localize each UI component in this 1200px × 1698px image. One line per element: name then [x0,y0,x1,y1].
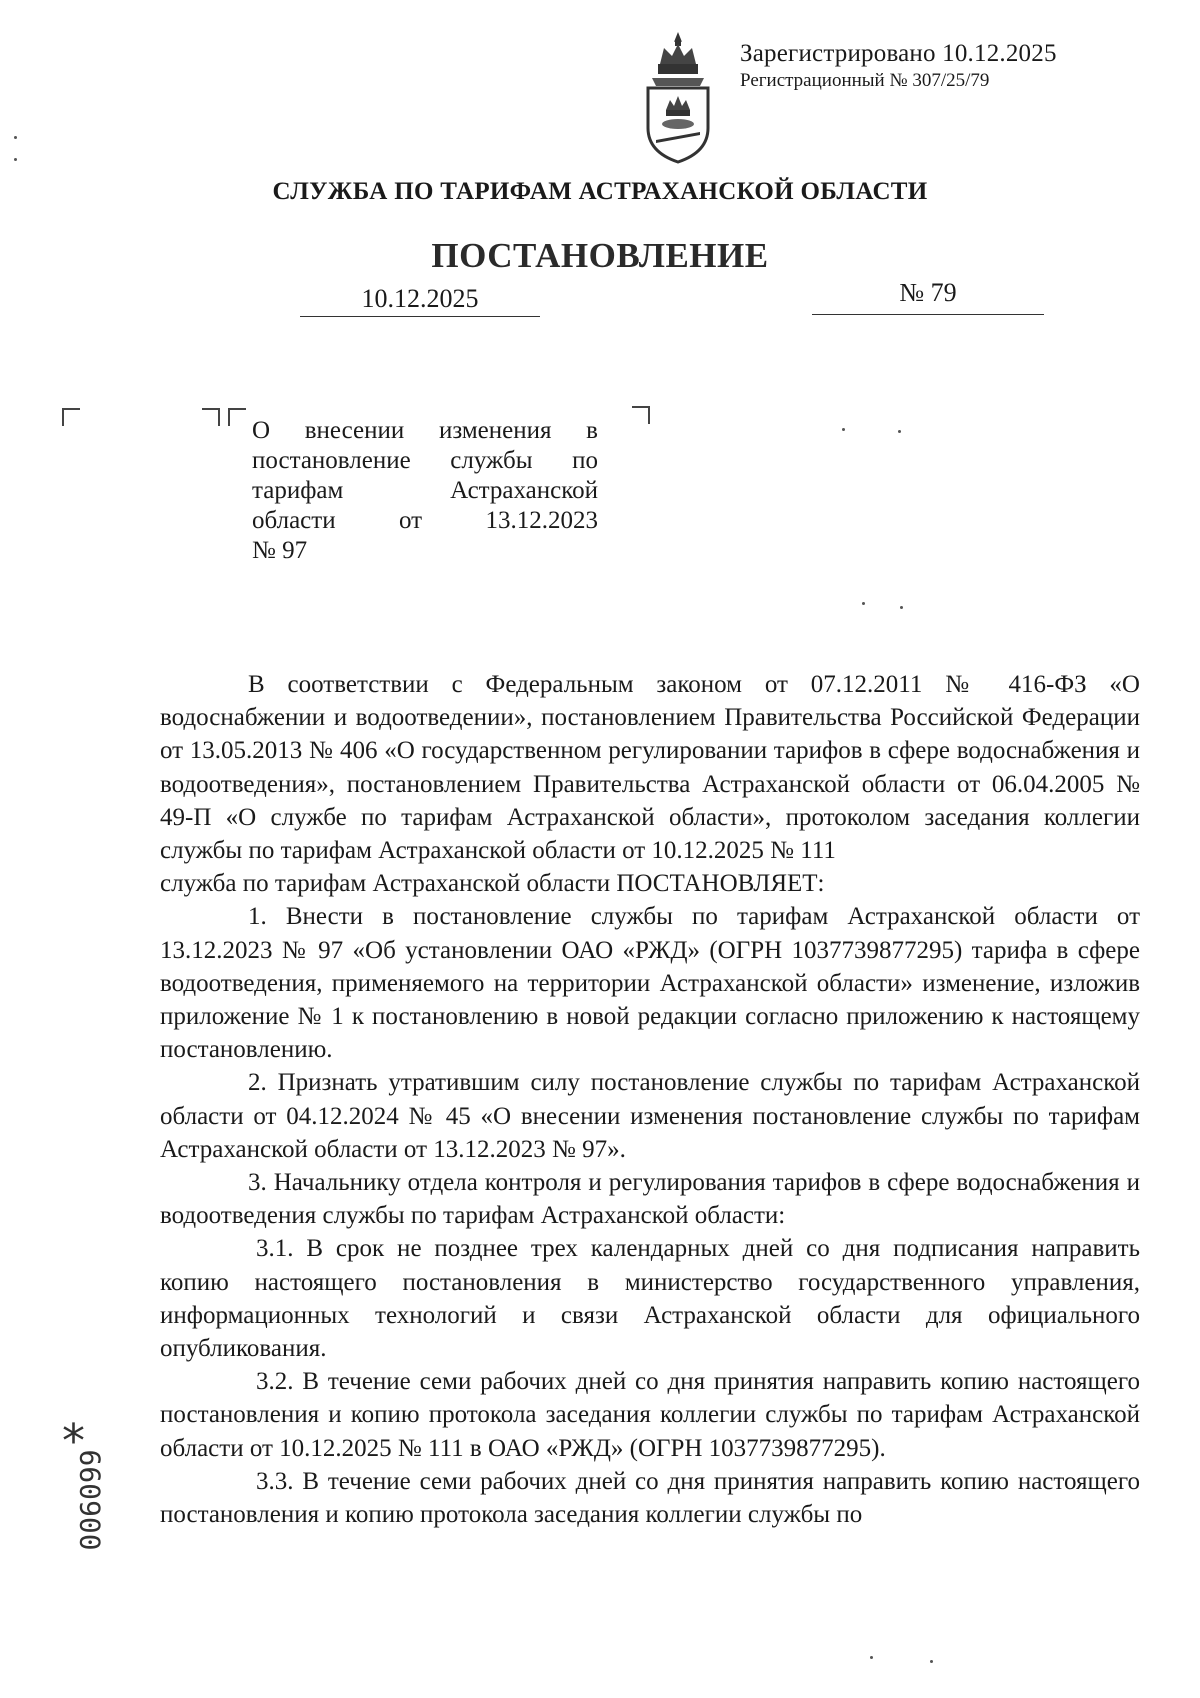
scan-speck [14,158,17,161]
scan-speck [842,428,845,431]
subject-line: О внесении изменения в [252,417,598,444]
corner-mark [228,408,246,426]
document-number: № 79 [812,278,1044,315]
agency-name: СЛУЖБА ПО ТАРИФАМ АСТРАХАНСКОЙ ОБЛАСТИ [272,178,928,205]
subject-line: тарифам Астраханской [252,477,598,504]
subject-line: области от 13.12.2023 [252,507,598,534]
document-subject [252,416,598,566]
subject-line: № 97 [252,537,308,564]
scan-speck [898,430,901,433]
corner-mark [202,408,220,426]
clause-3-3: 3.3. В течение семи рабочих дней со дня принятия направить копию настоящего постановления и копию протокола заседания коллегии службы по [160,1467,1140,1529]
document-date: 10.12.2025 [300,284,540,317]
scan-speck [930,1660,933,1663]
registration-stamp [740,40,1057,92]
clause-3-2: 3.2. В течение семи рабочих дней со дня принятия направить копию настоящего постановления и копию протокола заседания коллегии службы по тарифам Астраханской области от 10.12.2025 № 111 в ОАО «РЖД» (ОГРН 1037739877295). [160,1368,1140,1462]
clause-1: 1. Внести в постановление службы по тарифам Астраханской области от 13.12.2023 № 97 «Об установлении ОАО «РЖД» (ОГРН 1037739877295) тарифа в сфере водоотведения, применяемого на территории Астраханской области» изменение, изложив приложение № 1 к постановлению в новой редакции согласно приложению к настоящему постановлению. [160,903,1140,1064]
subject-line: постановление службы по [252,447,598,474]
document-type: ПОСТАНОВЛЕНИЕ [431,236,769,275]
margin-star: * [62,1414,85,1468]
clause-3: 3. Начальнику отдела контроля и регулирования тарифов в сфере водоснабжения и водоотведения службы по тарифам Астраханской области: [160,1169,1140,1230]
clause-3-1: 3.1. В срок не позднее трех календарных дней со дня подписания направить копию настоящего постановления в министерство государственного управления, информационных технологий и связи Астраханской области для официального опубликования. [160,1235,1140,1363]
coat-of-arms-emblem [638,28,718,166]
registration-date: Зарегистрировано 10.12.2025 [740,40,1057,67]
preamble-paragraph: В соответствии с Федеральным законом от 07.12.2011 № 416-ФЗ «О водоснабжении и водоотведении», постановлением Правительства Российской Федерации от 13.05.2013 № 406 «О государственном регулировании тарифов в сфере водоснабжения и водоотведения», постановлением Правительства Астраханской области от 06.04.2005 № 49-П «О службе по тарифам Астраханской области», протоколом заседания коллегии службы по тарифам Астраханской области от 10.12.2025 № 111 [160,671,1140,865]
resolves-line: служба по тарифам Астраханской области ПОСТАНОВЛЯЕТ: [160,870,825,898]
clause-2: 2. Признать утратившим силу постановление службы по тарифам Астраханской области от 04.12.2024 № 45 «О внесении изменения постановление службы по тарифам Астраханской области от 13.12.2023 № 97». [160,1069,1140,1163]
scan-speck [14,136,17,139]
scan-speck [900,606,903,609]
corner-mark [632,406,650,424]
scan-speck [862,602,865,605]
document-body [160,668,1140,1531]
registration-number: Регистрационный № 307/25/79 [740,70,990,91]
margin-serial-number: 006099 [73,1449,107,1551]
scan-speck [870,1656,873,1659]
corner-mark [62,408,80,426]
